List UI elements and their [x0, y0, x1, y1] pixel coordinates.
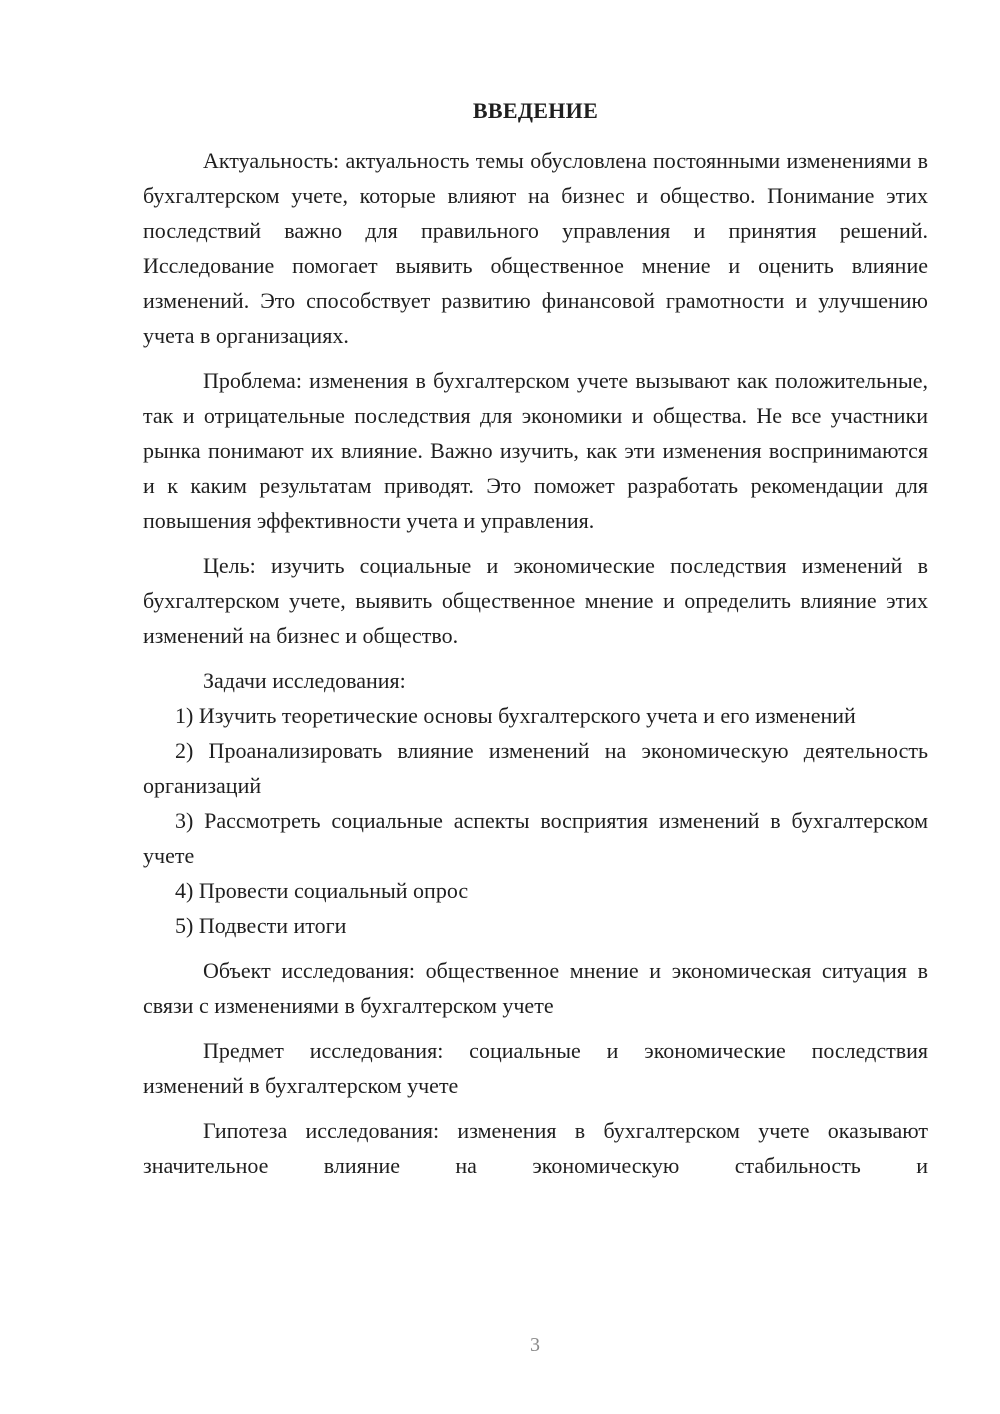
section-heading: ВВЕДЕНИЕ: [472, 98, 599, 123]
task-item-3: 3) Рассмотреть социальные аспекты восприятия изменений в бухгалтерском учете: [143, 808, 928, 868]
task-item-2: 2) Проанализировать влияние изменений на экономическую деятельность организаций: [143, 738, 928, 798]
paragraph-object: Объект исследования: общественное мнение и экономическая ситуация в связи с изменениями в бухгалтерском учете: [143, 958, 928, 1018]
tasks-heading: Задачи исследования:: [203, 668, 406, 693]
task-item-1: 1) Изучить теоретические основы бухгалтерского учета и его изменений: [175, 703, 856, 728]
paragraph-relevance: Актуальность: актуальность темы обусловлена постоянными изменениями в бухгалтерском учете, которые влияют на бизнес и общество. Понимание этих последствий важно для правильного управления и принятия решений. Исследование помогает выявить общественное мнение и оценить влияние изменений. Это способствует развитию финансовой грамотности и улучшению учета в организациях.: [143, 148, 928, 348]
paragraph-hypothesis: Гипотеза исследования: изменения в бухгалтерском учете оказывают значительное влияние на экономическую стабильность и: [143, 1118, 928, 1178]
body-text: [143, 143, 928, 1183]
task-item-5: 5) Подвести итоги: [175, 913, 347, 938]
paragraph-goal: Цель: изучить социальные и экономические последствия изменений в бухгалтерском учете, выявить общественное мнение и определить влияние этих изменений на бизнес и общество.: [143, 553, 928, 648]
paragraph-problem: Проблема: изменения в бухгалтерском учете вызывают как положительные, так и отрицательные последствия для экономики и общества. Не все участники рынка понимают их влияние. Важно изучить, как эти изменения воспринимаются и к каким результатам приводят. Это поможет разработать рекомендации для повышения эффективности учета и управления.: [143, 368, 928, 533]
page-number: 3: [530, 1334, 540, 1356]
paragraph-subject: Предмет исследования: социальные и экономические последствия изменений в бухгалтерском учете: [143, 1038, 928, 1098]
task-item-4: 4) Провести социальный опрос: [175, 878, 469, 903]
